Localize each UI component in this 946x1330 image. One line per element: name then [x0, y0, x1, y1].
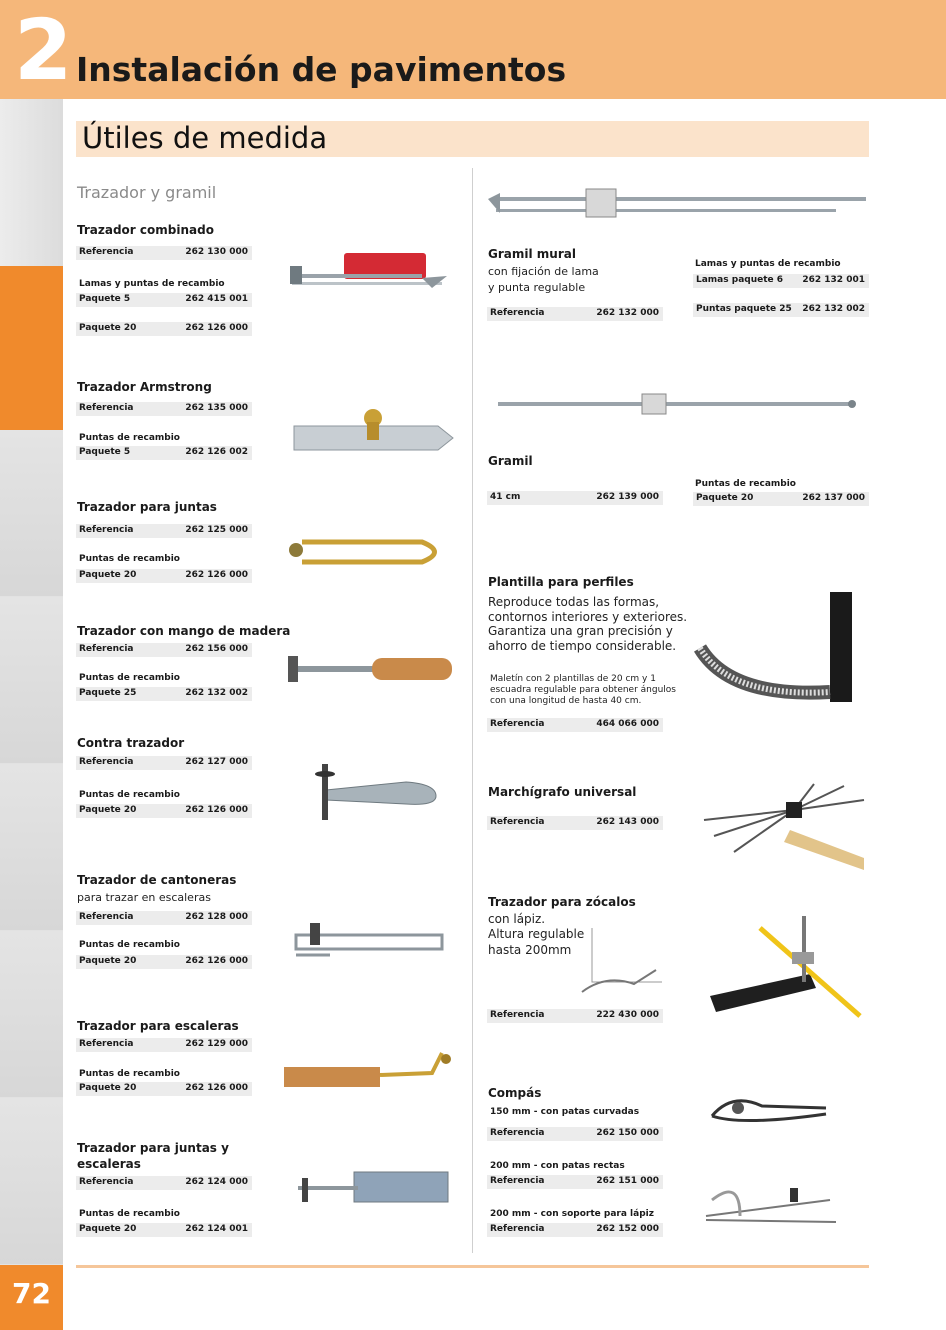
ref-value: 262 128 000: [185, 912, 248, 922]
ref-value: 464 066 000: [596, 719, 659, 729]
product-title: Contra trazador: [77, 736, 185, 750]
footer-rule: [76, 1265, 869, 1268]
column-divider: [472, 168, 473, 1253]
ref-value: 262 132 000: [596, 308, 659, 318]
product-title: Marchígrafo universal: [488, 785, 637, 799]
ref-row: [487, 1223, 663, 1237]
variant-label: 200 mm - con soporte para lápiz: [490, 1209, 654, 1219]
margin-band: [0, 430, 63, 1265]
ref-row: [76, 643, 252, 657]
ref-value: 262 152 000: [596, 1224, 659, 1234]
ref-label: Referencia: [79, 247, 134, 257]
spare-row: [76, 1223, 252, 1237]
ref-value: 262 124 000: [185, 1177, 248, 1187]
variant-label: 200 mm - con patas rectas: [490, 1161, 625, 1171]
spare-row: [76, 687, 252, 701]
zocalos-sketch-image: [576, 922, 664, 1000]
product-title: Trazador con mango de madera: [77, 624, 291, 638]
compas-curvo-image: [702, 1086, 832, 1132]
ref-value: 222 430 000: [596, 1010, 659, 1020]
ref-row: [487, 718, 663, 732]
row-key: Lamas paquete 6: [696, 275, 784, 285]
product-description: hasta 200mm: [488, 943, 572, 957]
product-title: Gramil: [488, 454, 533, 468]
product-description: ahorro de tiempo considerable.: [488, 639, 677, 653]
ref-row: [76, 1176, 252, 1190]
product-description: con fijación de lama: [488, 265, 599, 278]
ref-label: Referencia: [490, 1010, 545, 1020]
product-title: Trazador para juntas: [77, 500, 217, 514]
product-note: Maletín con 2 plantillas de 20 cm y 1: [490, 674, 656, 684]
ref-label: Referencia: [490, 1176, 545, 1186]
spare-row: [76, 322, 252, 336]
row-value: 262 126 000: [185, 570, 248, 580]
gramil-image: [492, 388, 862, 418]
trazador-armstrong-image: [288, 404, 458, 460]
ref-label: Referencia: [490, 719, 545, 729]
product-title: Trazador para zócalos: [488, 895, 636, 909]
ref-label: Referencia: [79, 757, 134, 767]
margin-band: [0, 99, 63, 266]
row-key: Paquete 20: [79, 1224, 137, 1234]
product-title: Trazador combinado: [77, 223, 214, 237]
spare-label: Puntas de recambio: [79, 554, 180, 564]
product-description: Garantiza una gran precisión y: [488, 624, 673, 638]
row-key: Paquete 20: [79, 805, 137, 815]
row-key: Paquete 20: [79, 323, 137, 333]
ref-value: 262 150 000: [596, 1128, 659, 1138]
ref-row: [76, 756, 252, 770]
spare-row: [76, 1082, 252, 1096]
row-value: 262 126 000: [185, 323, 248, 333]
spare-label: Lamas y puntas de recambio: [695, 259, 841, 269]
row-value: 262 415 001: [185, 294, 248, 304]
row-key: Paquete 20: [79, 956, 137, 966]
variant-label: 150 mm - con patas curvadas: [490, 1107, 640, 1117]
trazador-combinado-image: [282, 248, 452, 300]
product-description: para trazar en escaleras: [77, 891, 211, 904]
ref-row: [487, 307, 663, 321]
spare-row: [76, 446, 252, 460]
spare-row: [693, 492, 869, 506]
ref-value: 262 156 000: [185, 644, 248, 654]
trazador-juntas-image: [282, 532, 454, 572]
spare-row: [76, 804, 252, 818]
product-description: con lápiz.: [488, 912, 546, 926]
spare-label: Puntas de recambio: [79, 790, 180, 800]
ref-value: 262 127 000: [185, 757, 248, 767]
ref-label: 41 cm: [490, 492, 521, 502]
row-value: 262 126 000: [185, 956, 248, 966]
ref-row: [76, 402, 252, 416]
spare-label: Puntas de recambio: [79, 1069, 180, 1079]
spare-label: Puntas de recambio: [79, 1209, 180, 1219]
row-value: 262 126 002: [185, 447, 248, 457]
ref-label: Referencia: [490, 308, 545, 318]
product-note: escuadra regulable para obtener ángulos: [490, 685, 676, 695]
section-title: Útiles de medida: [82, 121, 328, 155]
trazador-zocalos-image: [700, 912, 864, 1024]
spare-row: [76, 569, 252, 583]
product-title: Compás: [488, 1086, 542, 1100]
page-number: 72: [12, 1277, 51, 1310]
row-key: Paquete 20: [79, 1083, 137, 1093]
product-title: Trazador para escaleras: [77, 1019, 239, 1033]
row-value: 262 132 002: [185, 688, 248, 698]
product-title: Trazador Armstrong: [77, 380, 212, 394]
section-subtitle: Trazador y gramil: [77, 183, 217, 202]
row-value: 262 126 000: [185, 1083, 248, 1093]
ref-value: 262 151 000: [596, 1176, 659, 1186]
product-description: y punta regulable: [488, 281, 586, 294]
ref-value: 262 129 000: [185, 1039, 248, 1049]
spare-label: Puntas de recambio: [79, 673, 180, 683]
marchigrafo-image: [694, 780, 868, 872]
product-description: Reproduce todas las formas,: [488, 595, 660, 609]
chapter-title: Instalación de pavimentos: [76, 50, 567, 89]
spare-row: [693, 274, 869, 288]
row-value: 262 132 001: [802, 275, 865, 285]
ref-row: [487, 816, 663, 830]
ref-label: Referencia: [79, 644, 134, 654]
ref-value: 262 139 000: [596, 492, 659, 502]
contra-trazador-image: [306, 760, 446, 824]
margin-band-accent: [0, 266, 63, 430]
ref-row: [76, 246, 252, 260]
row-key: Paquete 20: [696, 493, 754, 503]
ref-value: 262 135 000: [185, 403, 248, 413]
ref-label: Referencia: [490, 1128, 545, 1138]
row-key: Paquete 25: [79, 688, 137, 698]
spare-label: Puntas de recambio: [695, 479, 796, 489]
trazador-madera-image: [282, 648, 460, 692]
product-title: Plantilla para perfiles: [488, 575, 634, 589]
ref-label: Referencia: [79, 1039, 134, 1049]
ref-row: [487, 1175, 663, 1189]
row-key: Paquete 5: [79, 447, 131, 457]
ref-row: [76, 1038, 252, 1052]
chapter-number: 2: [14, 1, 73, 99]
row-key: Paquete 20: [79, 570, 137, 580]
trazador-juntas-escaleras-image: [292, 1168, 452, 1208]
ref-row: [76, 524, 252, 538]
ref-row: [76, 911, 252, 925]
row-key: Paquete 5: [79, 294, 131, 304]
product-title: Trazador para juntas y: [77, 1141, 229, 1155]
ref-row: [487, 1009, 663, 1023]
plantilla-perfiles-image: [690, 588, 866, 706]
trazador-cantoneras-image: [290, 915, 446, 965]
ref-label: Referencia: [490, 1224, 545, 1234]
row-value: 262 126 000: [185, 805, 248, 815]
ref-row: [487, 491, 663, 505]
page-number-box: [0, 1265, 63, 1330]
product-note: con una longitud de hasta 40 cm.: [490, 696, 642, 706]
row-value: 262 137 000: [802, 493, 865, 503]
ref-row: [487, 1127, 663, 1141]
spare-row: [693, 303, 869, 317]
ref-value: 262 125 000: [185, 525, 248, 535]
product-title: Trazador de cantoneras: [77, 873, 237, 887]
row-value: 262 132 002: [802, 304, 865, 314]
spare-row: [76, 293, 252, 307]
section-banner: [76, 121, 869, 157]
trazador-escaleras-image: [282, 1045, 460, 1091]
spare-label: Puntas de recambio: [79, 433, 180, 443]
ref-value: 262 130 000: [185, 247, 248, 257]
spare-label: Lamas y puntas de recambio: [79, 279, 225, 289]
spare-row: [76, 955, 252, 969]
row-key: Puntas paquete 25: [696, 304, 792, 314]
ref-label: Referencia: [79, 912, 134, 922]
product-description: contornos interiores y exteriores.: [488, 610, 688, 624]
ref-label: Referencia: [79, 525, 134, 535]
ref-value: 262 143 000: [596, 817, 659, 827]
product-title: Gramil mural: [488, 247, 576, 261]
gramil-mural-image: [486, 183, 870, 223]
ref-label: Referencia: [79, 1177, 134, 1187]
ref-label: Referencia: [79, 403, 134, 413]
ref-label: Referencia: [490, 817, 545, 827]
product-description: Altura regulable: [488, 927, 585, 941]
product-title: escaleras: [77, 1157, 141, 1171]
compas-lapiz-image: [700, 1180, 840, 1230]
row-value: 262 124 001: [185, 1224, 248, 1234]
spare-label: Puntas de recambio: [79, 940, 180, 950]
